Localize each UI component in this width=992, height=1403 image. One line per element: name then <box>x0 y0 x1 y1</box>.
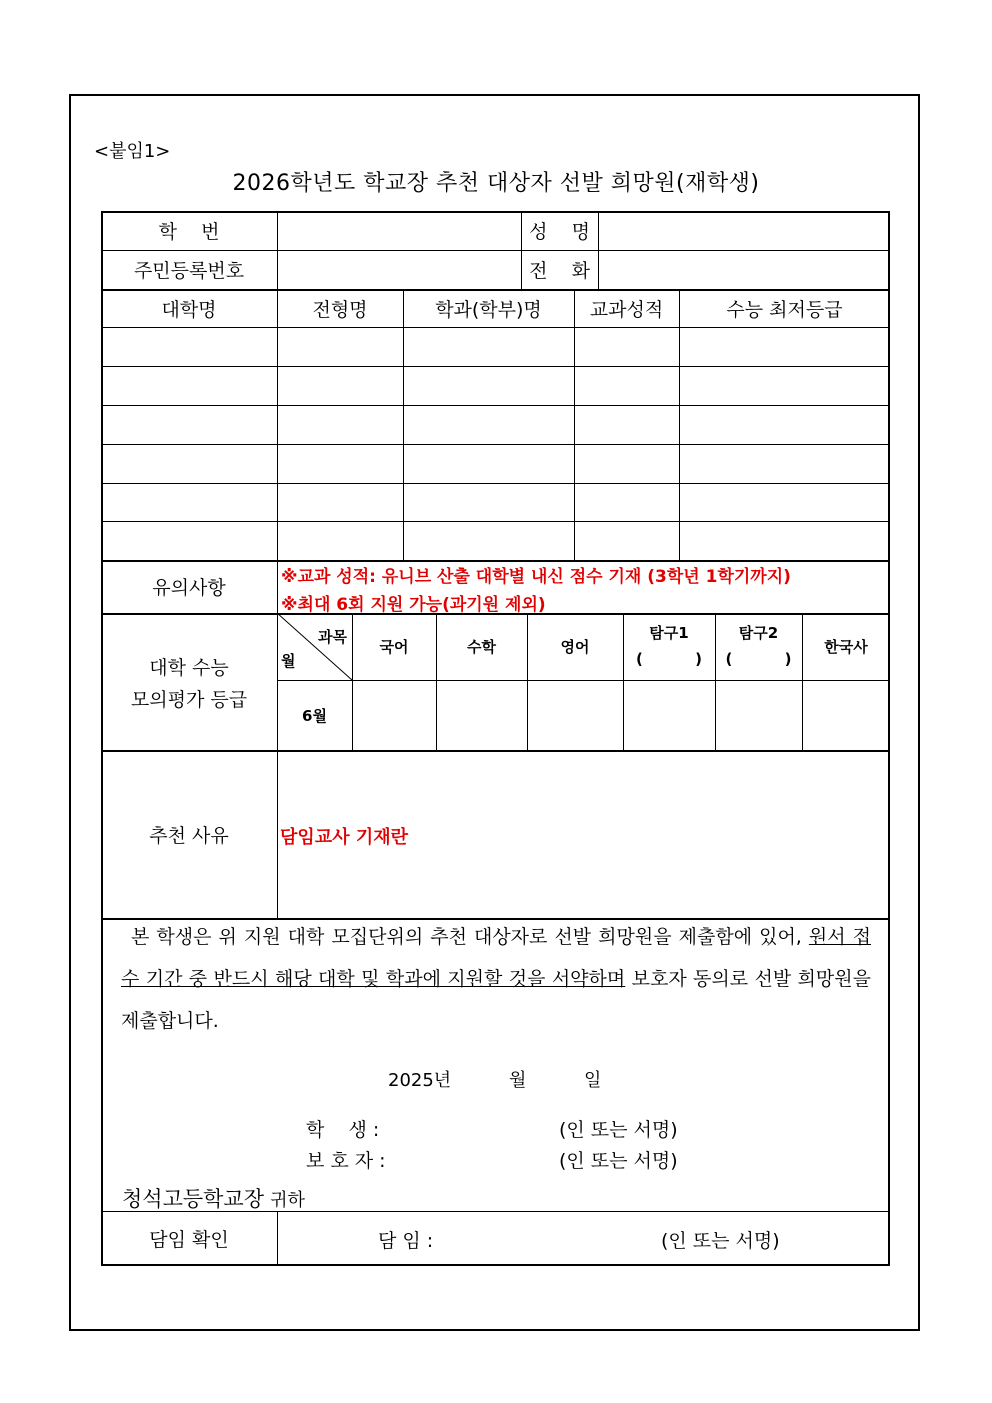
homeroom-teacher-label: 담 임 : <box>378 1230 434 1252</box>
univ-header-name: 대학명 <box>161 298 217 321</box>
phone-field[interactable] <box>599 251 887 288</box>
student-no-field[interactable] <box>278 212 520 249</box>
date-year: 2025년 <box>388 1070 452 1091</box>
note-line-2: ※최대 6회 지원 가능(과기원 제외) <box>281 595 546 615</box>
subject-korean: 국어 <box>379 638 409 656</box>
pledge-paragraph <box>121 916 871 1042</box>
univ-header-csat-min: 수능 최저등급 <box>726 298 843 321</box>
student-no-label: 학 번 <box>158 221 220 243</box>
corner-month: 월 <box>281 652 296 670</box>
univ-header-admission-type: 전형명 <box>312 298 368 321</box>
univ-header-department: 학과(학부)명 <box>435 298 542 321</box>
recipient-school: 청석고등학교장 <box>122 1187 265 1211</box>
reason-label: 추천 사유 <box>149 824 229 847</box>
homeroom-sign-note[interactable]: (인 또는 서명) <box>661 1230 780 1252</box>
mock-exam-label-2: 모의평가 등급 <box>130 688 248 711</box>
pledge-part2: 원서 접수 기간 중 반드시 해당 대학 및 학과에 지원할 것을 서약하며 <box>121 926 871 990</box>
inquiry1-paren[interactable]: ( ) <box>636 650 702 668</box>
homeroom-label: 담임 확인 <box>149 1229 229 1251</box>
subject-inquiry1: 탐구1 <box>649 623 689 642</box>
corner-subject: 과목 <box>318 628 347 646</box>
inquiry2-paren[interactable]: ( ) <box>725 650 792 668</box>
resident-no-field[interactable] <box>278 251 520 288</box>
date-day: 일 <box>584 1070 602 1091</box>
student-sign-label: 학 생 : <box>306 1119 380 1141</box>
subject-math: 수학 <box>467 638 496 656</box>
subject-english: 영어 <box>560 638 590 656</box>
univ-header-grade: 교과성적 <box>589 298 664 321</box>
attachment-label: <붙임1> <box>94 141 171 162</box>
student-sign-note[interactable]: (인 또는 서명) <box>559 1119 678 1141</box>
date-month: 월 <box>509 1070 527 1091</box>
subject-inquiry2: 탐구2 <box>738 623 779 642</box>
subject-korean-history: 한국사 <box>824 638 868 656</box>
month-6: 6월 <box>302 706 327 725</box>
guardian-sign-note[interactable]: (인 또는 서명) <box>559 1150 678 1172</box>
reason-placeholder[interactable]: 담임교사 기재란 <box>280 827 408 848</box>
resident-no-label: 주민등록번호 <box>133 260 245 282</box>
recipient <box>122 1183 305 1213</box>
mock-exam-label-1: 대학 수능 <box>149 656 229 679</box>
page-title: 2026학년도 학교장 추천 대상자 선발 희망원(재학생) <box>232 171 760 196</box>
name-label: 성 명 <box>529 221 590 243</box>
phone-label: 전 화 <box>529 260 590 282</box>
pledge-part3: 보호자 동의로 선발 희망원을 제출합니다. <box>121 968 871 1032</box>
name-field[interactable] <box>599 212 887 249</box>
notes-label: 유의사항 <box>152 577 226 599</box>
form-table <box>101 211 890 1266</box>
guardian-sign-label: 보 호 자 : <box>306 1150 386 1172</box>
recipient-suffix: 귀하 <box>270 1190 305 1211</box>
pledge-part1: 본 학생은 위 지원 대학 모집단위의 추천 대상자로 선발 희망원을 제출함에 있어, <box>131 926 809 948</box>
note-line-1: ※교과 성적: 유니브 산출 대학별 내신 점수 기재 (3학년 1학기까지) <box>281 567 791 587</box>
